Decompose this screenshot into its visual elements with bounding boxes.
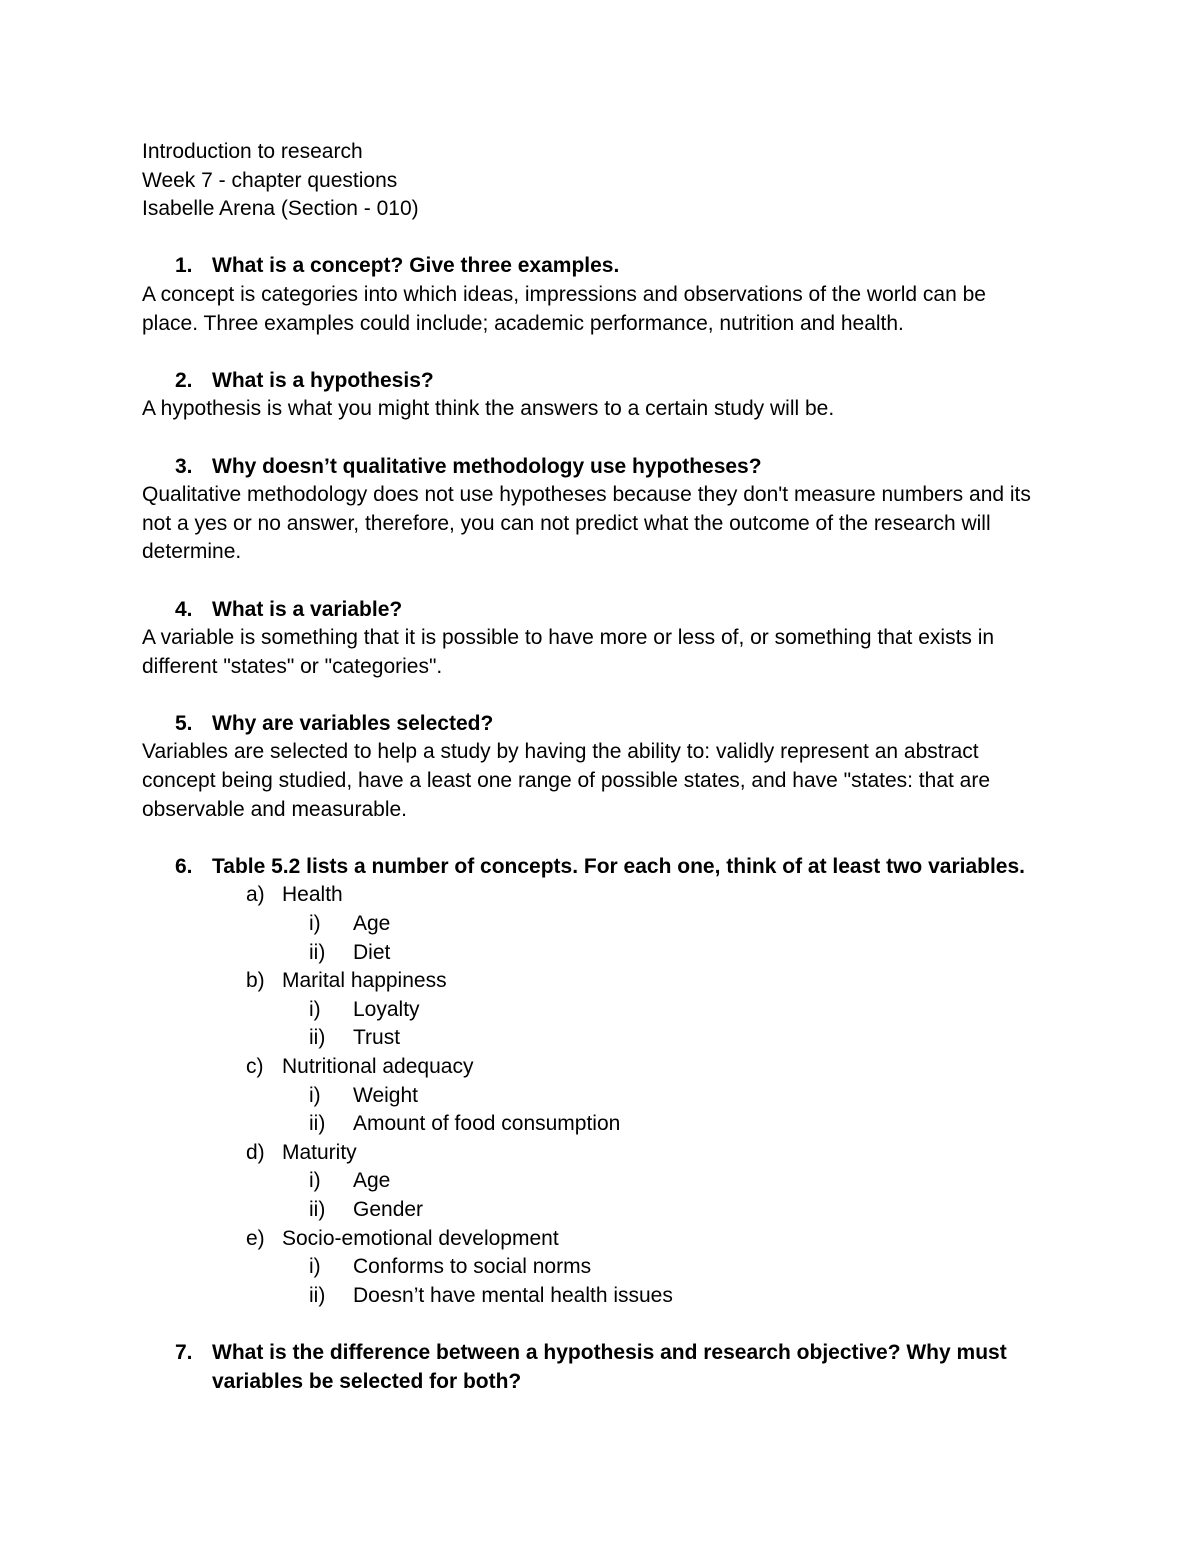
concept-label: Health — [282, 883, 343, 907]
variable-item — [142, 1167, 1062, 1196]
concept-marker: a) — [246, 883, 265, 907]
assignment-title: Week 7 - chapter questions — [142, 168, 398, 192]
question-text — [212, 1339, 1062, 1396]
variable-marker: i) — [309, 1169, 321, 1193]
variable-marker: i) — [309, 912, 321, 936]
variable-item — [142, 1024, 1062, 1053]
concept-marker: c) — [246, 1055, 264, 1078]
concept-item — [142, 1139, 1062, 1168]
question-text: Why doesn’t qualitative methodology use hypotheses? — [212, 454, 762, 478]
variable-label: Diet — [353, 940, 391, 964]
variable-marker: ii) — [309, 940, 326, 964]
concept-item — [142, 1053, 1062, 1082]
question-number: 3. — [175, 454, 193, 478]
answer-line: A variable is something that it is possible to have more or less of, or something that exists in — [142, 626, 995, 650]
question-2 — [142, 367, 1062, 396]
variable-item — [142, 1282, 1062, 1311]
variable-item — [142, 939, 1062, 968]
variable-marker: i) — [309, 1255, 321, 1279]
question-7 — [142, 1339, 1062, 1396]
variable-item — [142, 1082, 1062, 1111]
question-5 — [142, 710, 1062, 739]
answer-line: Variables are selected to help a study by having the ability to: validly represent an abstract — [142, 740, 979, 764]
variable-item — [142, 996, 1062, 1025]
concept-label: Socio-emotional development — [282, 1226, 559, 1250]
question-text: What is a hypothesis? — [212, 368, 434, 392]
variable-item — [142, 1110, 1062, 1139]
concept-item — [142, 1225, 1062, 1254]
concept-label: Marital happiness — [282, 969, 447, 993]
answer-line: concept being studied, have a least one range of possible states, and have "states: that are — [142, 769, 991, 793]
answer-line: not a yes or no answer, therefore, you can not predict what the outcome of the research will — [142, 511, 991, 535]
variable-marker: ii) — [309, 1026, 326, 1050]
variable-label: Age — [353, 912, 391, 936]
answer-line: observable and measurable. — [142, 797, 408, 821]
concept-label: Nutritional adequacy — [282, 1055, 474, 1078]
answer-line: Qualitative methodology does not use hypotheses because they don't measure numbers and its — [142, 483, 1031, 507]
question-3 — [142, 453, 1062, 482]
concept-item — [142, 881, 1062, 910]
question-number: 4. — [175, 597, 193, 621]
variable-marker: ii) — [309, 1112, 326, 1136]
variable-item — [142, 1196, 1062, 1225]
variable-label: Amount of food consumption — [353, 1112, 621, 1136]
question-text: What is a variable? — [212, 597, 403, 621]
variable-label: Age — [353, 1169, 391, 1193]
question-number: 2. — [175, 368, 193, 392]
question-text: What is a concept? Give three examples. — [212, 254, 620, 278]
concept-item — [142, 967, 1062, 996]
concept-marker: d) — [246, 1140, 265, 1164]
variable-label: Loyalty — [353, 997, 420, 1021]
variable-marker: ii) — [309, 1283, 326, 1307]
question-number: 6. — [175, 854, 193, 878]
question-number: 7. — [175, 1340, 193, 1364]
document-content — [142, 138, 1062, 1396]
question-text: Table 5.2 lists a number of concepts. For each one, think of at least two variables. — [212, 854, 1025, 878]
variable-label: Trust — [353, 1026, 401, 1050]
variable-item — [142, 1253, 1062, 1282]
question-text-line: variables be selected for both? — [212, 1369, 522, 1393]
answer-line: different "states" or "categories". — [142, 654, 443, 678]
variable-label: Gender — [353, 1197, 424, 1221]
answer-line: place. Three examples could include; academic performance, nutrition and health. — [142, 311, 904, 335]
answer-line: determine. — [142, 540, 242, 564]
question-1 — [142, 252, 1062, 281]
variable-label: Weight — [353, 1083, 418, 1107]
question-text: Why are variables selected? — [212, 711, 494, 735]
variable-label: Doesn’t have mental health issues — [353, 1283, 673, 1307]
question-number: 1. — [175, 254, 193, 278]
question-6 — [142, 853, 1062, 882]
variable-item — [142, 910, 1062, 939]
course-title: Introduction to research — [142, 140, 363, 163]
variable-marker: ii) — [309, 1197, 326, 1221]
answer-line: A concept is categories into which ideas, impressions and observations of the world can be — [142, 282, 986, 306]
question-text-line: What is the difference between a hypothesis and research objective? Why must — [212, 1340, 1007, 1364]
variable-marker: i) — [309, 997, 321, 1021]
answer-line: A hypothesis is what you might think the answers to a certain study will be. — [142, 397, 835, 421]
concept-marker: e) — [246, 1226, 265, 1250]
question-number: 5. — [175, 711, 193, 735]
variable-marker: i) — [309, 1083, 321, 1107]
question-4 — [142, 596, 1062, 625]
concept-label: Maturity — [282, 1140, 357, 1164]
concept-marker: b) — [246, 969, 265, 993]
variable-label: Conforms to social norms — [353, 1255, 592, 1279]
student-name: Isabelle Arena (Section - 010) — [142, 197, 419, 221]
